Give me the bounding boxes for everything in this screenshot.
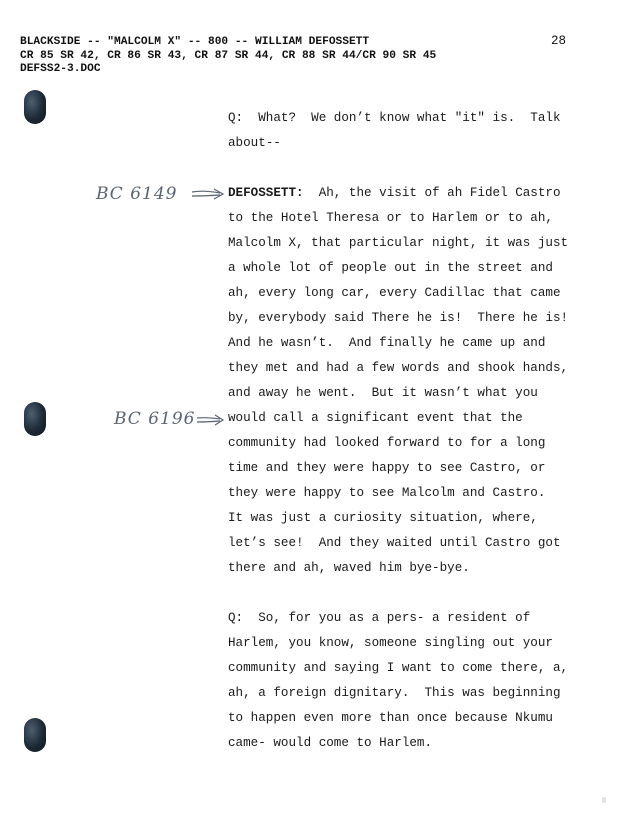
answer-text-line: And he wasn’t. And finally he came up and bbox=[228, 336, 546, 350]
question-text-line: Harlem, you know, someone singling out your bbox=[228, 636, 553, 650]
answer-text-line: a whole lot of people out in the street and bbox=[228, 261, 553, 275]
answer-text-line: let’s see! And they waited until Castro got bbox=[228, 536, 561, 550]
handwritten-timecode-note: BC 6196 bbox=[114, 409, 196, 429]
answer-text-line: community had looked forward to for a long bbox=[228, 436, 546, 450]
question-text-line: to happen even more than once because Nkumu bbox=[228, 711, 553, 725]
answer-text-line: would call a significant event that the bbox=[228, 411, 523, 425]
answer-text-line: they met and had a few words and shook hands, bbox=[228, 361, 569, 375]
binder-hole-top bbox=[24, 90, 46, 124]
answer-text-line: and away he went. But it wasn’t what you bbox=[228, 386, 538, 400]
question-text-line: ah, a foreign dignitary. This was beginning bbox=[228, 686, 561, 700]
answer-text-line: there and ah, waved him bye-bye. bbox=[228, 561, 470, 575]
answer-text-line: Malcolm X, that particular night, it was just bbox=[228, 236, 569, 250]
header-filename: DEFSS2-3.DOC bbox=[20, 63, 101, 75]
binder-hole-bottom bbox=[24, 718, 46, 752]
question-text-line: came- would come to Harlem. bbox=[228, 736, 433, 750]
answer-text-line: to the Hotel Theresa or to Harlem or to ah, bbox=[228, 211, 553, 225]
speaker-label: DEFOSSETT: bbox=[228, 186, 304, 200]
answer-text-line: It was just a curiosity situation, where, bbox=[228, 511, 538, 525]
document-header bbox=[20, 36, 436, 77]
page-number: 28 bbox=[551, 34, 567, 48]
header-tape-references: CR 85 SR 42, CR 86 SR 43, CR 87 SR 44, CR 88 SR 44/CR 90 SR 45 bbox=[20, 49, 437, 62]
handwritten-arrow-icon bbox=[190, 187, 226, 201]
handwritten-timecode-note: BC 6149 bbox=[96, 184, 178, 204]
question-text-line: Q: So, for you as a pers- a resident of bbox=[228, 611, 531, 625]
handwritten-arrow-icon bbox=[196, 413, 226, 427]
question-text-line: community and saying I want to come there, a, bbox=[228, 661, 569, 675]
answer-text-line: they were happy to see Malcolm and Castro. bbox=[228, 486, 546, 500]
question-text-line: Q: What? We don’t know what "it" is. Talk bbox=[228, 111, 561, 125]
answer-text-line: by, everybody said There he is! There he is! bbox=[228, 311, 569, 325]
scan-speck bbox=[602, 797, 606, 803]
answer-text-line: time and they were happy to see Castro, or bbox=[228, 461, 546, 475]
answer-text: Ah, the visit of ah Fidel Castro bbox=[303, 186, 561, 200]
answer-text-line: ah, every long car, every Cadillac that came bbox=[228, 286, 561, 300]
header-title-line: BLACKSIDE -- "MALCOLM X" -- 800 -- WILLIAM DEFOSSETT bbox=[20, 36, 370, 48]
question-text-line: about-- bbox=[228, 136, 281, 150]
binder-hole-middle bbox=[24, 402, 46, 436]
answer-first-line bbox=[228, 185, 561, 201]
